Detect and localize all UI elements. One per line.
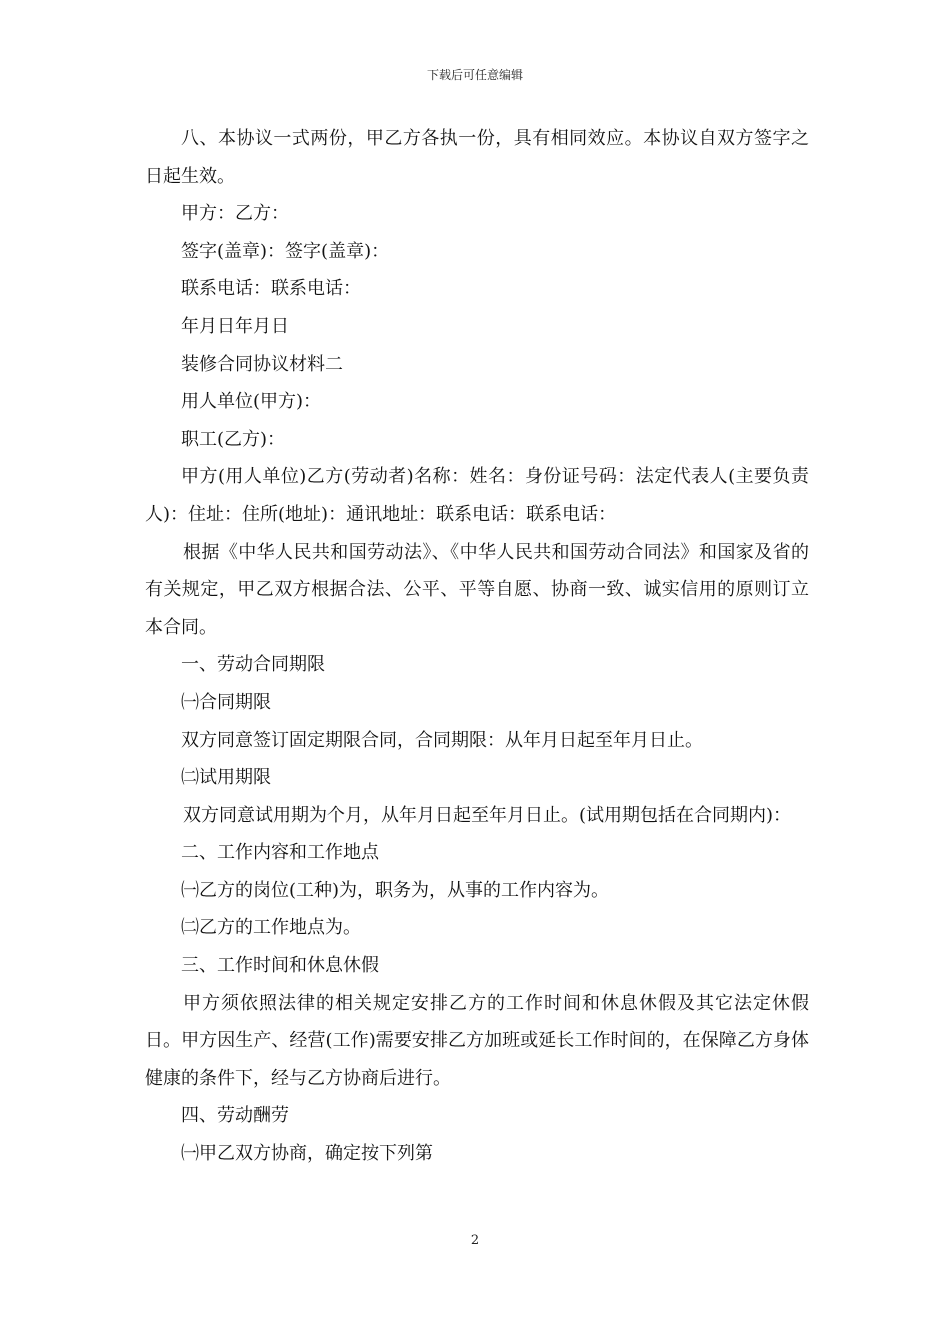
probation-text: 双方同意试用期为个月，从年月日起至年月日止。(试用期包括在合同期内)： bbox=[183, 804, 792, 826]
employee-line: 职工(乙方)： bbox=[181, 428, 286, 450]
phone-line: 联系电话：联系电话： bbox=[181, 278, 361, 300]
page-header: 下载后可任意编辑 bbox=[426, 68, 523, 82]
heading-remuneration: 四、劳动酬劳 bbox=[181, 1105, 289, 1127]
work-hours-text: 甲方须依照法律的相关规定安排乙方的工作时间和休息休假及其它法定休假日。甲方因生产、经营(工作)需要安排乙方加班或延长工作时间的，在保障乙方身体健康的条件下，经与乙方协商后进行。 bbox=[145, 992, 809, 1089]
subheading-probation: ㈡试用期限 bbox=[181, 767, 271, 789]
contract-period-text: 双方同意签订固定期限合同，合同期限：从年月日起至年月日止。 bbox=[181, 729, 703, 751]
party-line: 甲方：乙方： bbox=[181, 203, 289, 225]
clause-eight: 八、本协议一式两份，甲乙方各执一份，具有相同效应。本协议自双方签字之日起生效。 bbox=[145, 128, 809, 187]
signature-line: 签字(盖章)：签字(盖章)： bbox=[181, 240, 390, 262]
document-body bbox=[145, 120, 809, 1173]
page-number: 2 bbox=[470, 1233, 480, 1248]
heading-work-content: 二、工作内容和工作地点 bbox=[181, 842, 379, 864]
basis-paragraph: 根据《中华人民共和国劳动法》、《中华人民共和国劳动合同法》和国家及省的有关规定，甲乙双方根据合法、公平、平等自愿、协商一致、诚实信用的原则订立本合同。 bbox=[145, 541, 809, 638]
remuneration-text: ㈠甲乙双方协商，确定按下列第 bbox=[181, 1143, 433, 1165]
work-position-text: ㈠乙方的岗位(工种)为，职务为，从事的工作内容为。 bbox=[181, 879, 610, 901]
heading-contract-term: 一、劳动合同期限 bbox=[181, 654, 325, 676]
section-title: 装修合同协议材料二 bbox=[181, 353, 343, 375]
date-line: 年月日年月日 bbox=[181, 315, 289, 337]
subheading-contract-period: ㈠合同期限 bbox=[181, 691, 271, 713]
employer-line: 用人单位(甲方)： bbox=[181, 391, 322, 413]
party-details: 甲方(用人单位)乙方(劳动者)名称：姓名：身份证号码：法定代表人(主要负责人)：住址：住所(地址)：通讯地址：联系电话：联系电话： bbox=[145, 466, 809, 525]
work-location-text: ㈡乙方的工作地点为。 bbox=[181, 917, 361, 939]
heading-work-hours: 三、工作时间和休息休假 bbox=[181, 955, 379, 977]
